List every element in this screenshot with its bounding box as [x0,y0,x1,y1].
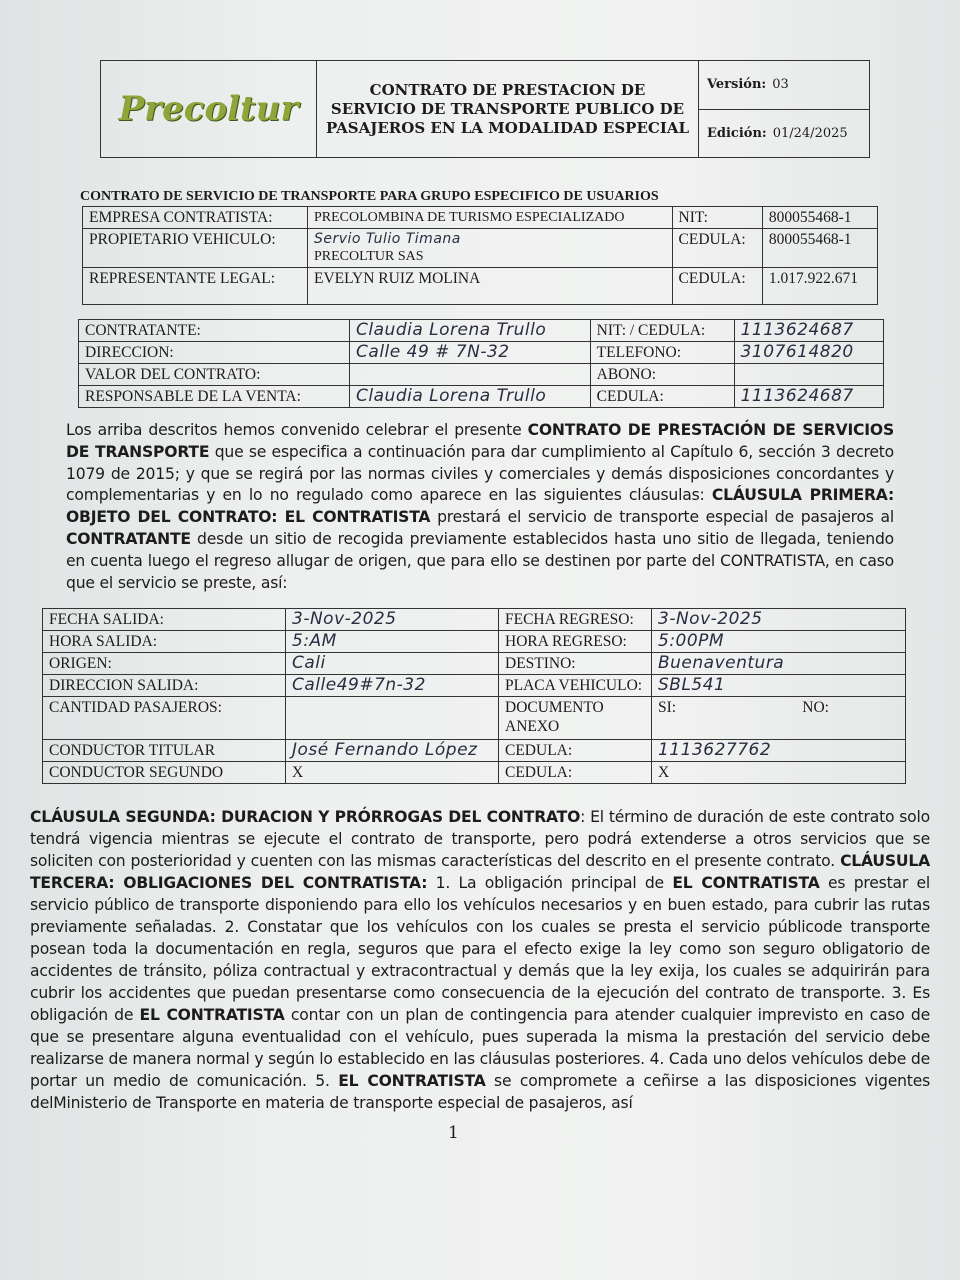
text-segment: Los arriba descritos hemos convenido celebrar el presente [66,421,528,439]
label: FECHA REGRESO: [499,609,652,631]
edition [699,110,869,158]
text-segment: 1. La obligación principal de [427,874,673,893]
label: HORA REGRESO: [499,631,652,653]
version-label: Versión: [707,77,767,93]
label: RESPONSABLE DE LA VENTA: [79,386,350,408]
version-value: 03 [772,77,789,93]
direccion-salida: Calle49#7n-32 [286,675,499,697]
label: EMPRESA CONTRATISTA: [83,207,308,229]
no-label: NO: [802,699,829,717]
label: CEDULA: [499,740,652,762]
fecha-regreso: 3-Nov-2025 [652,609,906,631]
abono [734,364,883,386]
origen: Cali [286,653,499,675]
conductor-segundo: X [286,762,499,784]
label: CEDULA: [499,762,652,784]
label: NIT: / CEDULA: [590,320,734,342]
bold-text-segment: EL CONTRATISTA [338,1072,486,1091]
representante: EVELYN RUIZ MOLINA [307,268,672,305]
company-logo: Precoltur [101,61,317,157]
label: HORA SALIDA: [43,631,286,653]
propietario-handwritten: Servio Tulio Timana [313,231,461,247]
trip-table [42,608,906,784]
client-table [78,319,884,408]
direccion: Calle 49 # 7N-32 [350,342,591,364]
bold-text-segment: CONTRATANTE [66,529,191,548]
edition-label: Edición: [707,125,767,141]
label: CONDUCTOR SEGUNDO [43,762,286,784]
bold-text-segment: EL CONTRATISTA [139,1006,285,1025]
representante-id: 1.017.922.671 [762,268,877,305]
fecha-salida: 3-Nov-2025 [286,609,499,631]
bold-text-segment: CLÁUSULA SEGUNDA: DURACION Y PRÓRROGAS DEL CONTRATO [30,808,581,827]
label: CANTIDAD PASAJEROS: [43,697,286,740]
destino: Buenaventura [652,653,906,675]
contratante: Claudia Lorena Trullo [350,320,591,342]
text-segment: : El término de duración de este contrato solo tendrá vigencia mientras se ejecute el contrato de transporte, pero podrá extenderse a otros servicios que se soliciten con posterioridad y cuenten con las mismas características del descrito en el presente contrato. [30,808,930,871]
label: PLACA VEHICULO: [499,675,652,697]
responsable-cedula: 1113624687 [734,386,883,408]
paragraph-clauses [30,806,930,1114]
text-segment: es prestar el servicio público de transporte disponiendo para ello los vehículos necesarios y en buen estado, para cubrir las rutas previamente señaladas. 2. Constatar que los vehículos con los cuales se presta el servicio públicode transporte posean toda la documentación en regla, seguros que para el efecto exige la ley como son seguro obligatorio de accidentes de tránsito, póliza contractual y extracontractual y demás que la ley exija, los cuales se adquirirán para cubrir los accidentes que puedan presentarse como consecuencia de la ejecución del contrato de transporte. 3. Es obligación de [30,874,930,1025]
label: VALOR DEL CONTRATO: [79,364,350,386]
text-segment: prestará el servicio de transporte especial de pasajeros al [430,508,895,527]
nit-cedula: 1113624687 [734,320,883,342]
label: DESTINO: [499,653,652,675]
cantidad [286,697,499,740]
company-table [82,206,878,305]
hora-salida: 5:AM [286,631,499,653]
version [699,61,869,110]
si-label: SI: [658,699,677,717]
label: DIRECCION: [79,342,350,364]
valor [350,364,591,386]
hora-regreso: 5:00PM [652,631,906,653]
bold-text-segment: CONTRATO DE PRESTACIÓN DE SERVICIOS DE TRANSPORTE [66,421,894,461]
empresa: PRECOLOMBINA DE TURISMO ESPECIALIZADO [307,207,672,229]
conductor-segundo-cedula: X [652,762,906,784]
responsable: Claudia Lorena Trullo [350,386,591,408]
edition-value: 01/24/2025 [772,125,848,141]
label: DOCUMENTO ANEXO [499,697,652,740]
nit: 800055468-1 [762,207,877,229]
conductor-titular-cedula: 1113627762 [652,740,906,762]
bold-text-segment: EL CONTRATISTA [672,874,820,893]
bold-text-segment: CLÁUSULA TERCERA: OBLIGACIONES DEL CONTRATISTA: [30,852,930,893]
document-meta [699,61,869,157]
telefono: 3107614820 [734,342,883,364]
label: FECHA SALIDA: [43,609,286,631]
text-segment: se compromete a ceñirse a las disposiciones vigentes delMinisterio de Transporte en materia de transporte especial de pasajeros, así [30,1072,931,1113]
label: NIT: [672,207,762,229]
document-header [100,60,870,158]
propietario: PRECOLTUR SAS [313,249,424,264]
label: TELEFONO: [590,342,734,364]
label: DIRECCION SALIDA: [43,675,286,697]
document-title: CONTRATO DE PRESTACION DE SERVICIO DE TRANSPORTE PUBLICO DE PASAJEROS EN LA MODALIDAD ESPECIAL [317,61,699,157]
bold-text-segment: CLÁUSULA PRIMERA: OBJETO DEL CONTRATO: EL CONTRATISTA [66,486,894,527]
documento-anexo [652,697,906,740]
placa: SBL541 [652,675,906,697]
paragraph-intro [66,420,894,594]
label: CEDULA: [590,386,734,408]
label: CEDULA: [672,268,762,305]
label: ABONO: [590,364,734,386]
text-segment: que se especifica a continuación para dar cumplimiento al Capítulo 6, sección 3 decreto 1079 de 2015; y que se regirá por las normas civiles y comerciales y demás disposiciones concordantes y complementarias y en lo no regulado como aparece en las siguientes cláusulas: [66,442,894,505]
label: CEDULA: [672,229,762,268]
label: ORIGEN: [43,653,286,675]
label: PROPIETARIO VEHICULO: [83,229,308,268]
text-segment: contar con un plan de contingencia para atender cualquier imprevisto en caso de que se presentare alguna eventualidad con el vehículo, pues superada la misma la prestación del servicio debe realizarse de manera normal y según lo establecido en las cláusulas posteriores. 4. Cada uno delos vehículos debe de portar un medio de comunicación. 5. [30,1006,931,1091]
page-number: 1 [448,1123,459,1144]
label: REPRESENTANTE LEGAL: [83,268,308,305]
conductor-titular: José Fernando López [286,740,499,762]
company-table-caption: CONTRATO DE SERVICIO DE TRANSPORTE PARA GRUPO ESPECIFICO DE USUARIOS [80,189,659,204]
propietario-id: 800055468-1 [762,229,877,268]
label: CONDUCTOR TITULAR [43,740,286,762]
text-segment: desde un sitio de recogida previamente establecidos hasta uno sitio de llegada, teniendo en cuenta luego el regreso allugar de origen, que para ello se destinen por parte del CONTRATISTA, en caso que el servicio se preste, así: [66,529,894,592]
propietario-cell [307,229,672,268]
label: CONTRATANTE: [79,320,350,342]
